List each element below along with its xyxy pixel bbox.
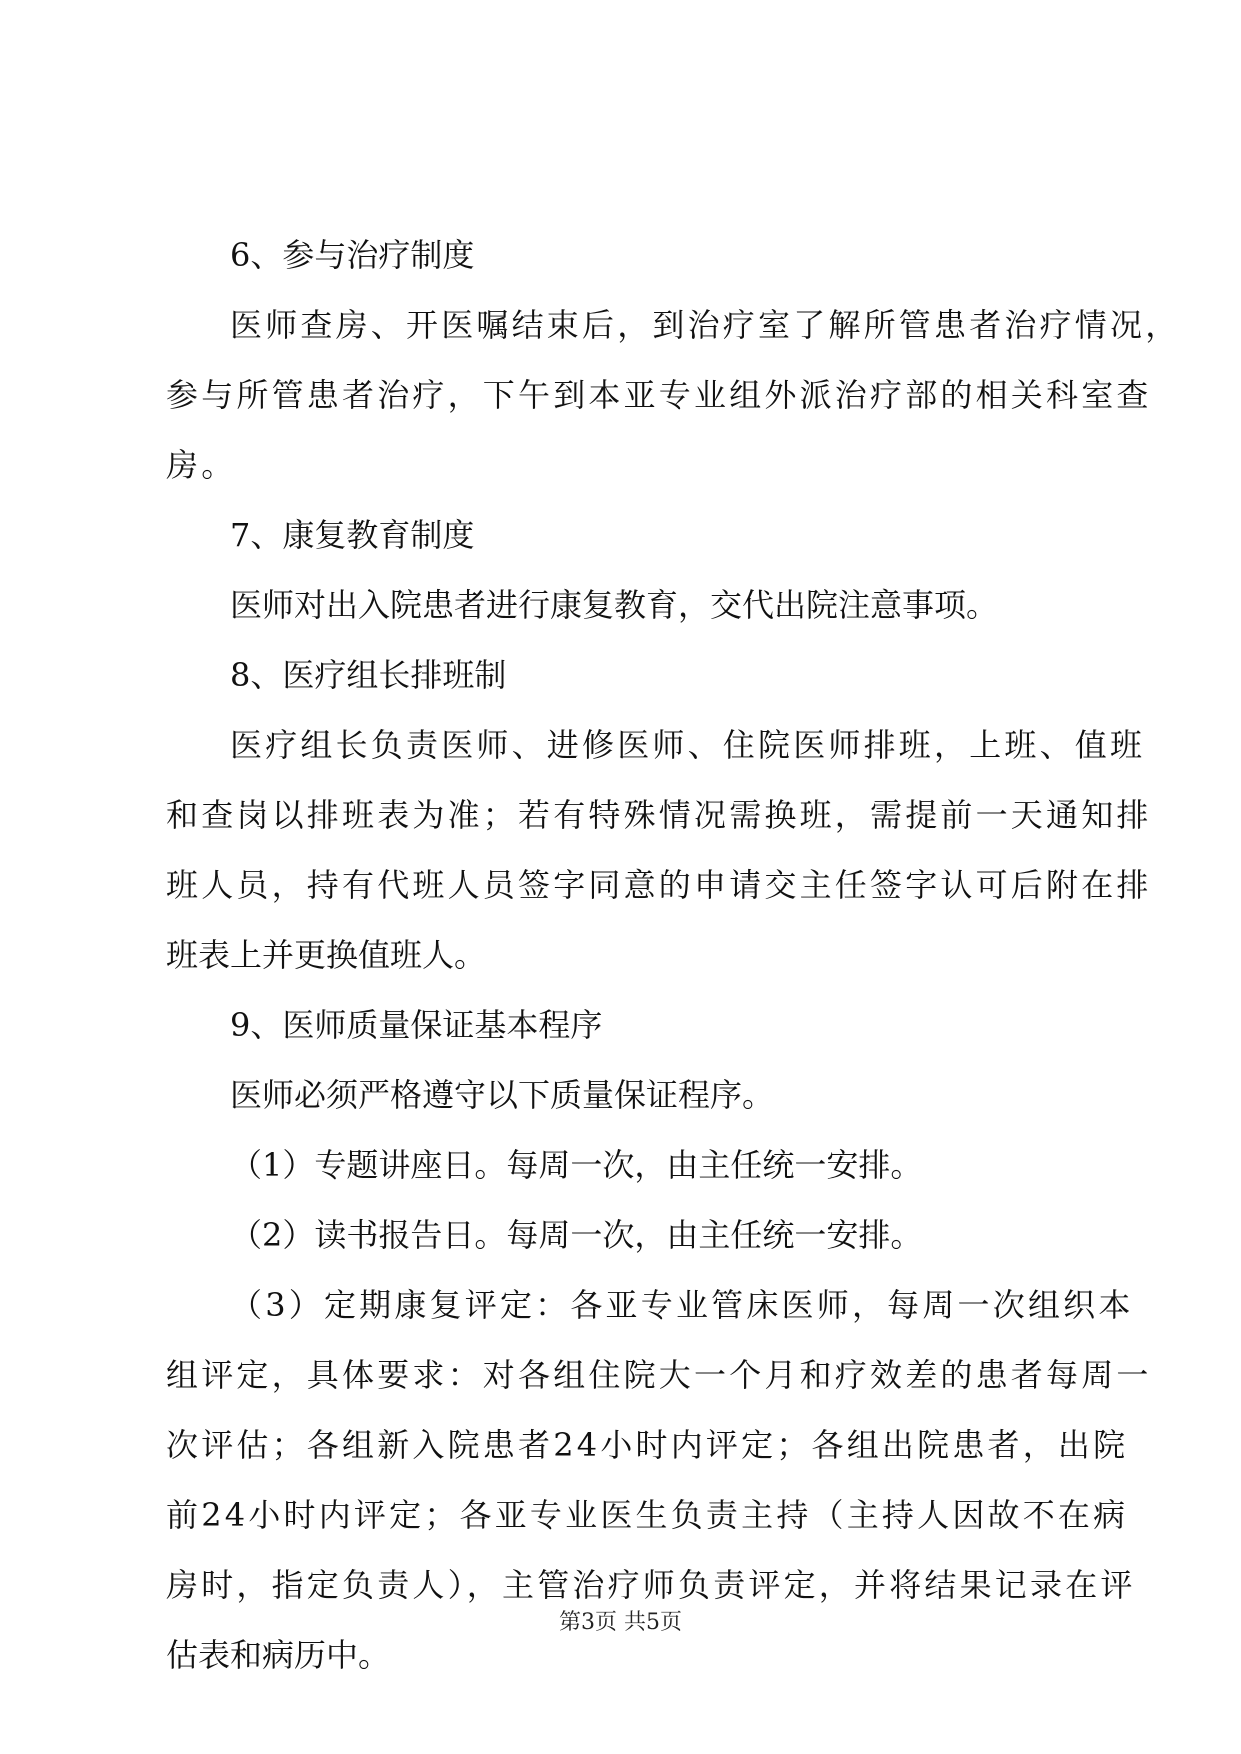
section-heading: 6、参与治疗制度 xyxy=(230,236,475,274)
list-item-line: （2）读书报告日。每周一次，由主任统一安排。 xyxy=(230,1216,923,1254)
paragraph-line: 估表和病历中。 xyxy=(166,1636,391,1674)
paragraph-line: 医师对出入院患者进行康复教育，交代出院注意事项。 xyxy=(230,586,999,624)
page-footer: 第3页 共5页 xyxy=(559,1610,682,1635)
section-heading: 7、康复教育制度 xyxy=(230,516,475,554)
paragraph-line: 参与所管患者治疗，下午到本亚专业组外派治疗部的相关科室查 xyxy=(166,376,1152,414)
section-heading: 8、医疗组长排班制 xyxy=(230,656,507,694)
paragraph-line: 医师必须严格遵守以下质量保证程序。 xyxy=(230,1076,775,1114)
paragraph-line: 医师查房、开医嘱结束后，到治疗室了解所管患者治疗情况， xyxy=(230,306,1181,344)
section-heading: 9、医师质量保证基本程序 xyxy=(230,1006,603,1044)
paragraph-line: 房时，指定负责人），主管治疗师负责评定，并将结果记录在评 xyxy=(166,1566,1136,1604)
paragraph-line: 班表上并更换值班人。 xyxy=(166,936,487,974)
paragraph-line: 医疗组长负责医师、进修医师、住院医师排班，上班、值班 xyxy=(230,726,1146,764)
paragraph-line: 前24小时内评定；各亚专业医生负责主持（主持人因故不在病 xyxy=(166,1496,1129,1534)
list-item-line: （1）专题讲座日。每周一次，由主任统一安排。 xyxy=(230,1146,923,1184)
paragraph-line: 和查岗以排班表为准；若有特殊情况需换班，需提前一天通知排 xyxy=(166,796,1152,834)
paragraph-line: 组评定，具体要求：对各组住院大一个月和疗效差的患者每周一 xyxy=(166,1356,1152,1394)
paragraph-line: 班人员，持有代班人员签字同意的申请交主任签字认可后附在排 xyxy=(166,866,1152,904)
paragraph-line: 房。 xyxy=(166,446,237,484)
paragraph-line: 次评估；各组新入院患者24小时内评定；各组出院患者，出院 xyxy=(166,1426,1129,1464)
document-body xyxy=(166,226,1181,1684)
list-item-line: （3）定期康复评定：各亚专业管床医师，每周一次组织本 xyxy=(230,1286,1134,1324)
